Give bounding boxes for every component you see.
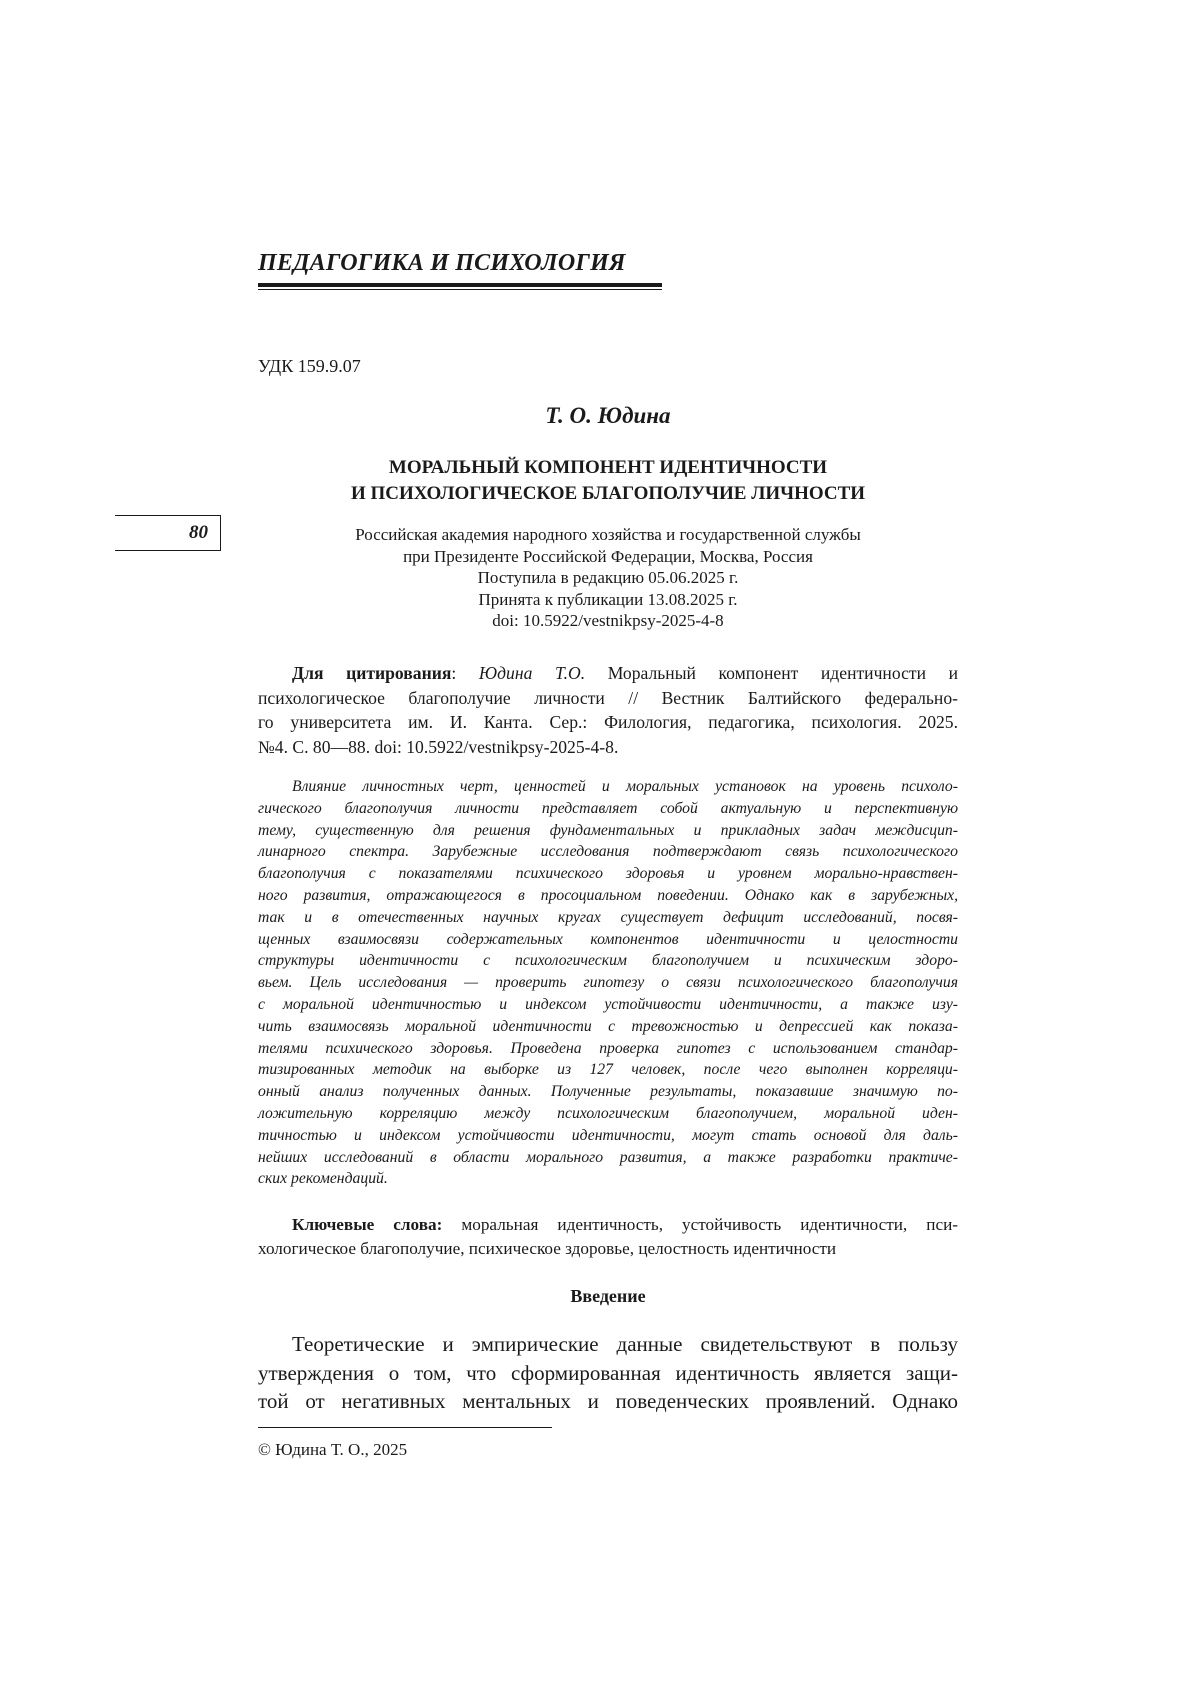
title-line: МОРАЛЬНЫЙ КОМПОНЕНТ ИДЕНТИЧНОСТИ bbox=[388, 457, 828, 478]
abstract-line: ного развития, отражающегося в просоциальном поведении. Однако как в зарубежных, bbox=[258, 886, 958, 904]
copyright-footnote: © Юдина Т. О., 2025 bbox=[258, 1440, 408, 1459]
author-name: Т. О. Юдина bbox=[545, 403, 671, 428]
doi: doi: 10.5922/vestnikpsy-2025-4-8 bbox=[492, 611, 724, 630]
abstract bbox=[258, 776, 958, 1190]
abstract-line: так и в отечественных научных кругах существует дефицит исследований, посвя- bbox=[258, 908, 958, 926]
abstract-line: благополучия с показателями психического здоровья и уровнем морально-нравствен- bbox=[258, 865, 958, 883]
abstract-line: вьем. Цель исследования — проверить гипотезу о связи психологического благополучия bbox=[258, 974, 958, 992]
accepted-date: Принята к публикации 13.08.2025 г. bbox=[478, 589, 738, 609]
footnote-rule bbox=[258, 1427, 552, 1428]
abstract-line: чить взаимосвязь моральной идентичности с тревожностью и депрессией как показа- bbox=[258, 1017, 958, 1035]
intro-line: той от негативных ментальных и поведенческих проявлений. Однако bbox=[258, 1389, 958, 1413]
abstract-line: структуры идентичности с психологическим благополучием и психическим здоро- bbox=[258, 952, 958, 970]
abstract-line: нейших исследований в области морального развития, а также разработки практиче- bbox=[258, 1148, 958, 1166]
page-number: 80 bbox=[189, 522, 208, 543]
citation-line-1: Для цитирования: Юдина Т.О. Моральный компонент идентичности и bbox=[292, 663, 958, 683]
abstract-line: линарного спектра. Зарубежные исследования подтверждают связь психологического bbox=[258, 843, 958, 861]
keywords-text: моральная идентичность, устойчивость идентичности, пси- bbox=[461, 1215, 958, 1234]
keywords-line-1 bbox=[258, 1213, 958, 1237]
citation-label: Для цитирования bbox=[292, 663, 452, 683]
abstract-line: тичностью и индексом устойчивости идентичности, могут стать основой для даль- bbox=[258, 1126, 958, 1144]
citation-block bbox=[258, 661, 958, 759]
citation-line: го университета им. И. Канта. Сер.: Филология, педагогика, психология. 2025. bbox=[258, 712, 958, 732]
keywords-label: Ключевые слова: bbox=[292, 1215, 443, 1234]
intro-line: Теоретические и эмпирические данные свидетельствуют в пользу bbox=[292, 1332, 958, 1356]
abstract-line: щенных взаимосвязи содержательных компонентов идентичности и целостности bbox=[258, 930, 958, 948]
section-rule-thin bbox=[258, 289, 662, 290]
keywords-line: хологическое благополучие, психическое здоровье, целостность идентичности bbox=[258, 1239, 837, 1258]
section-heading: ПЕДАГОГИКА И ПСИХОЛОГИЯ bbox=[258, 250, 626, 276]
received-date: Поступила в редакцию 05.06.2025 г. bbox=[477, 568, 739, 587]
title-line: И ПСИХОЛОГИЧЕСКОЕ БЛАГОПОЛУЧИЕ ЛИЧНОСТИ bbox=[350, 483, 866, 504]
abstract-line: гического благополучия личности представляет собой актуальную и перспективную bbox=[258, 799, 958, 817]
abstract-line: онный анализ полученных данных. Полученные результаты, показавшие значимую по- bbox=[258, 1083, 958, 1101]
abstract-line: ских рекомендаций. bbox=[258, 1170, 388, 1188]
abstract-line: тему, существенную для решения фундаментальных и прикладных задач междисцип- bbox=[258, 821, 958, 839]
citation-line: №4. С. 80—88. doi: 10.5922/vestnikpsy-2025-4-8. bbox=[258, 736, 619, 757]
udk-code: УДК 159.9.07 bbox=[258, 356, 361, 376]
abstract-line: Влияние личностных черт, ценностей и моральных установок на уровень психоло- bbox=[292, 778, 958, 795]
page-number-box bbox=[115, 515, 221, 551]
affiliation-line: при Президенте Российской Федерации, Москва, Россия bbox=[403, 546, 813, 566]
citation-text: Моральный компонент идентичности и bbox=[607, 663, 958, 683]
citation-author: Юдина Т.О. bbox=[478, 663, 586, 683]
affiliation-line: Российская академия народного хозяйства и государственной службы bbox=[355, 525, 861, 544]
abstract-line: с моральной идентичностью и индексом устойчивости идентичности, а также изу- bbox=[258, 995, 958, 1013]
abstract-line: телями психического здоровья. Проведена проверка гипотез с использованием стандар- bbox=[258, 1039, 958, 1057]
intro-paragraph bbox=[258, 1330, 958, 1416]
intro-line: утверждения о том, что сформированная идентичность является защи- bbox=[258, 1360, 958, 1385]
abstract-line: тизированных методик на выборке из 127 человек, после чего выполнен корреляци- bbox=[258, 1061, 958, 1079]
affiliation-block bbox=[258, 524, 958, 632]
abstract-line: ложительную корреляцию между психологическим благополучием, моральной иден- bbox=[258, 1104, 958, 1122]
keywords-block bbox=[258, 1213, 958, 1261]
article-title bbox=[258, 455, 958, 507]
intro-heading: Введение bbox=[570, 1286, 646, 1306]
section-rule-thick bbox=[258, 283, 662, 287]
citation-line: психологическое благополучие личности // Вестник Балтийского федерально- bbox=[258, 687, 958, 708]
